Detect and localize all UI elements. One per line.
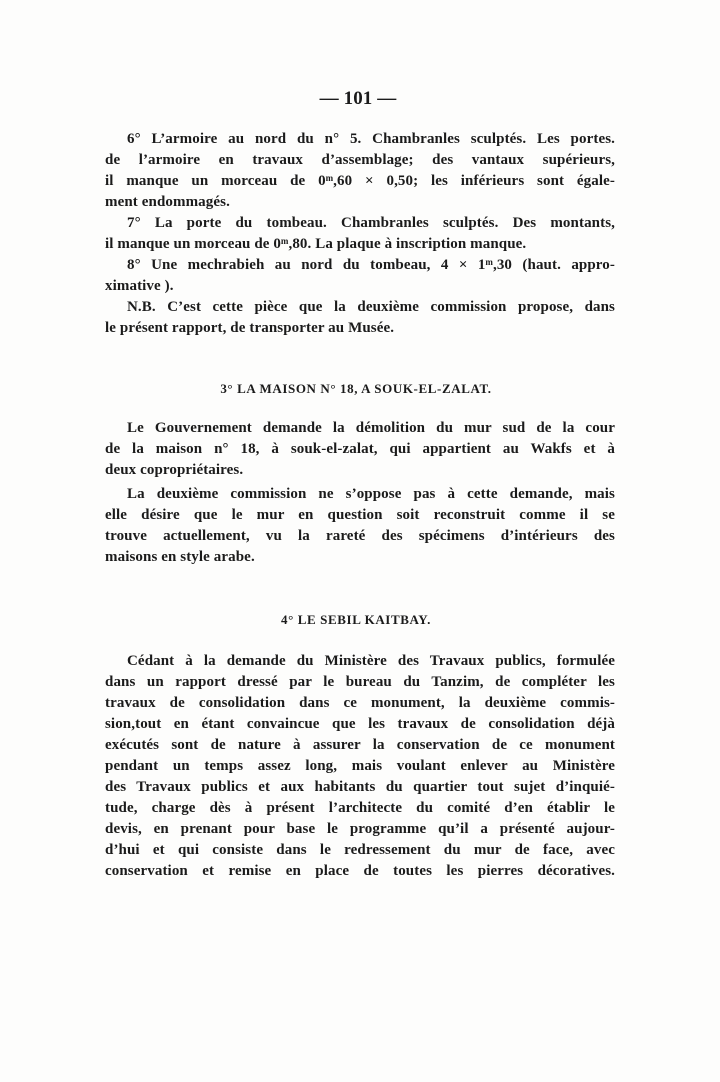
section-heading-4-sebil-kaitbay: 4° LE SEBIL KAITBAY.: [281, 612, 431, 627]
page-number: — 101 —: [319, 88, 397, 109]
paragraph-cedant: [105, 651, 615, 882]
body-line: conservation et remise en place de toutes les pierres décoratives.: [105, 863, 615, 879]
body-line: deux copropriétaires.: [105, 462, 244, 478]
body-line: ment endommagés.: [105, 194, 230, 210]
body-line: pendant un temps assez long, mais voulant enlever au Ministère: [105, 758, 615, 774]
body-line: trouve actuellement, vu la rareté des spécimens d’intérieurs des: [105, 528, 615, 544]
section-heading-3-maison-18: 3° LA MAISON N° 18, A SOUK-EL-ZALAT.: [220, 381, 492, 396]
body-line: 6° L’armoire au nord du n° 5. Chambranles sculptés. Les portes.: [127, 131, 615, 147]
body-line: ximative ).: [105, 278, 174, 294]
body-line: des Travaux publics et aux habitants du quartier tout sujet d’inquié-: [105, 779, 615, 795]
body-line: devis, en prenant pour base le programme qu’il a présenté aujour-: [105, 821, 615, 837]
body-line: maisons en style arabe.: [105, 549, 255, 565]
body-line: N.B. C’est cette pièce que la deuxième commission propose, dans: [127, 299, 615, 315]
paragraph-item-7: [105, 213, 615, 255]
body-line: Cédant à la demande du Ministère des Travaux publics, formulée: [127, 653, 615, 669]
body-line: 7° La porte du tombeau. Chambranles sculptés. Des montants,: [127, 215, 615, 231]
body-line: travaux de consolidation dans ce monument, la deuxième commis-: [105, 695, 615, 711]
paragraph-item-8: [105, 255, 615, 297]
body-line: exécutés sont de nature à assurer la conservation de ce monument: [105, 737, 615, 753]
body-line: de l’armoire en travaux d’assemblage; des vantaux supérieurs,: [105, 152, 615, 168]
body-line: La deuxième commission ne s’oppose pas à cette demande, mais: [127, 486, 615, 502]
text-column: [105, 0, 615, 882]
body-line: dans un rapport dressé par le bureau du Tanzim, de compléter les: [105, 674, 615, 690]
body-line: il manque un morceau de 0ᵐ,80. La plaque à inscription manque.: [105, 236, 527, 252]
body-line: le présent rapport, de transporter au Musée.: [105, 320, 395, 336]
paragraph-nota-bene: [105, 297, 615, 339]
paragraph-deuxieme-commission: [105, 484, 615, 568]
body-line: de la maison n° 18, à souk-el-zalat, qui appartient au Wakfs et à: [105, 441, 615, 457]
paragraph-item-6: [105, 129, 615, 213]
body-line: elle désire que le mur en question soit reconstruit comme il se: [105, 507, 615, 523]
paragraph-gouvernement: [105, 418, 615, 481]
body-line: Le Gouvernement demande la démolition du mur sud de la cour: [127, 420, 615, 436]
body-line: il manque un morceau de 0ᵐ,60 × 0,50; les inférieurs sont égale-: [105, 173, 615, 189]
body-line: d’hui et qui consiste dans le redressement du mur de face, avec: [105, 842, 615, 858]
body-line: sion,tout en étant convaincue que les travaux de consolidation déjà: [105, 716, 615, 732]
body-line: tude, charge dès à présent l’architecte du comité d’en établir le: [105, 800, 615, 816]
body-line: 8° Une mechrabieh au nord du tombeau, 4 × 1ᵐ,30 (haut. appro-: [127, 257, 615, 273]
